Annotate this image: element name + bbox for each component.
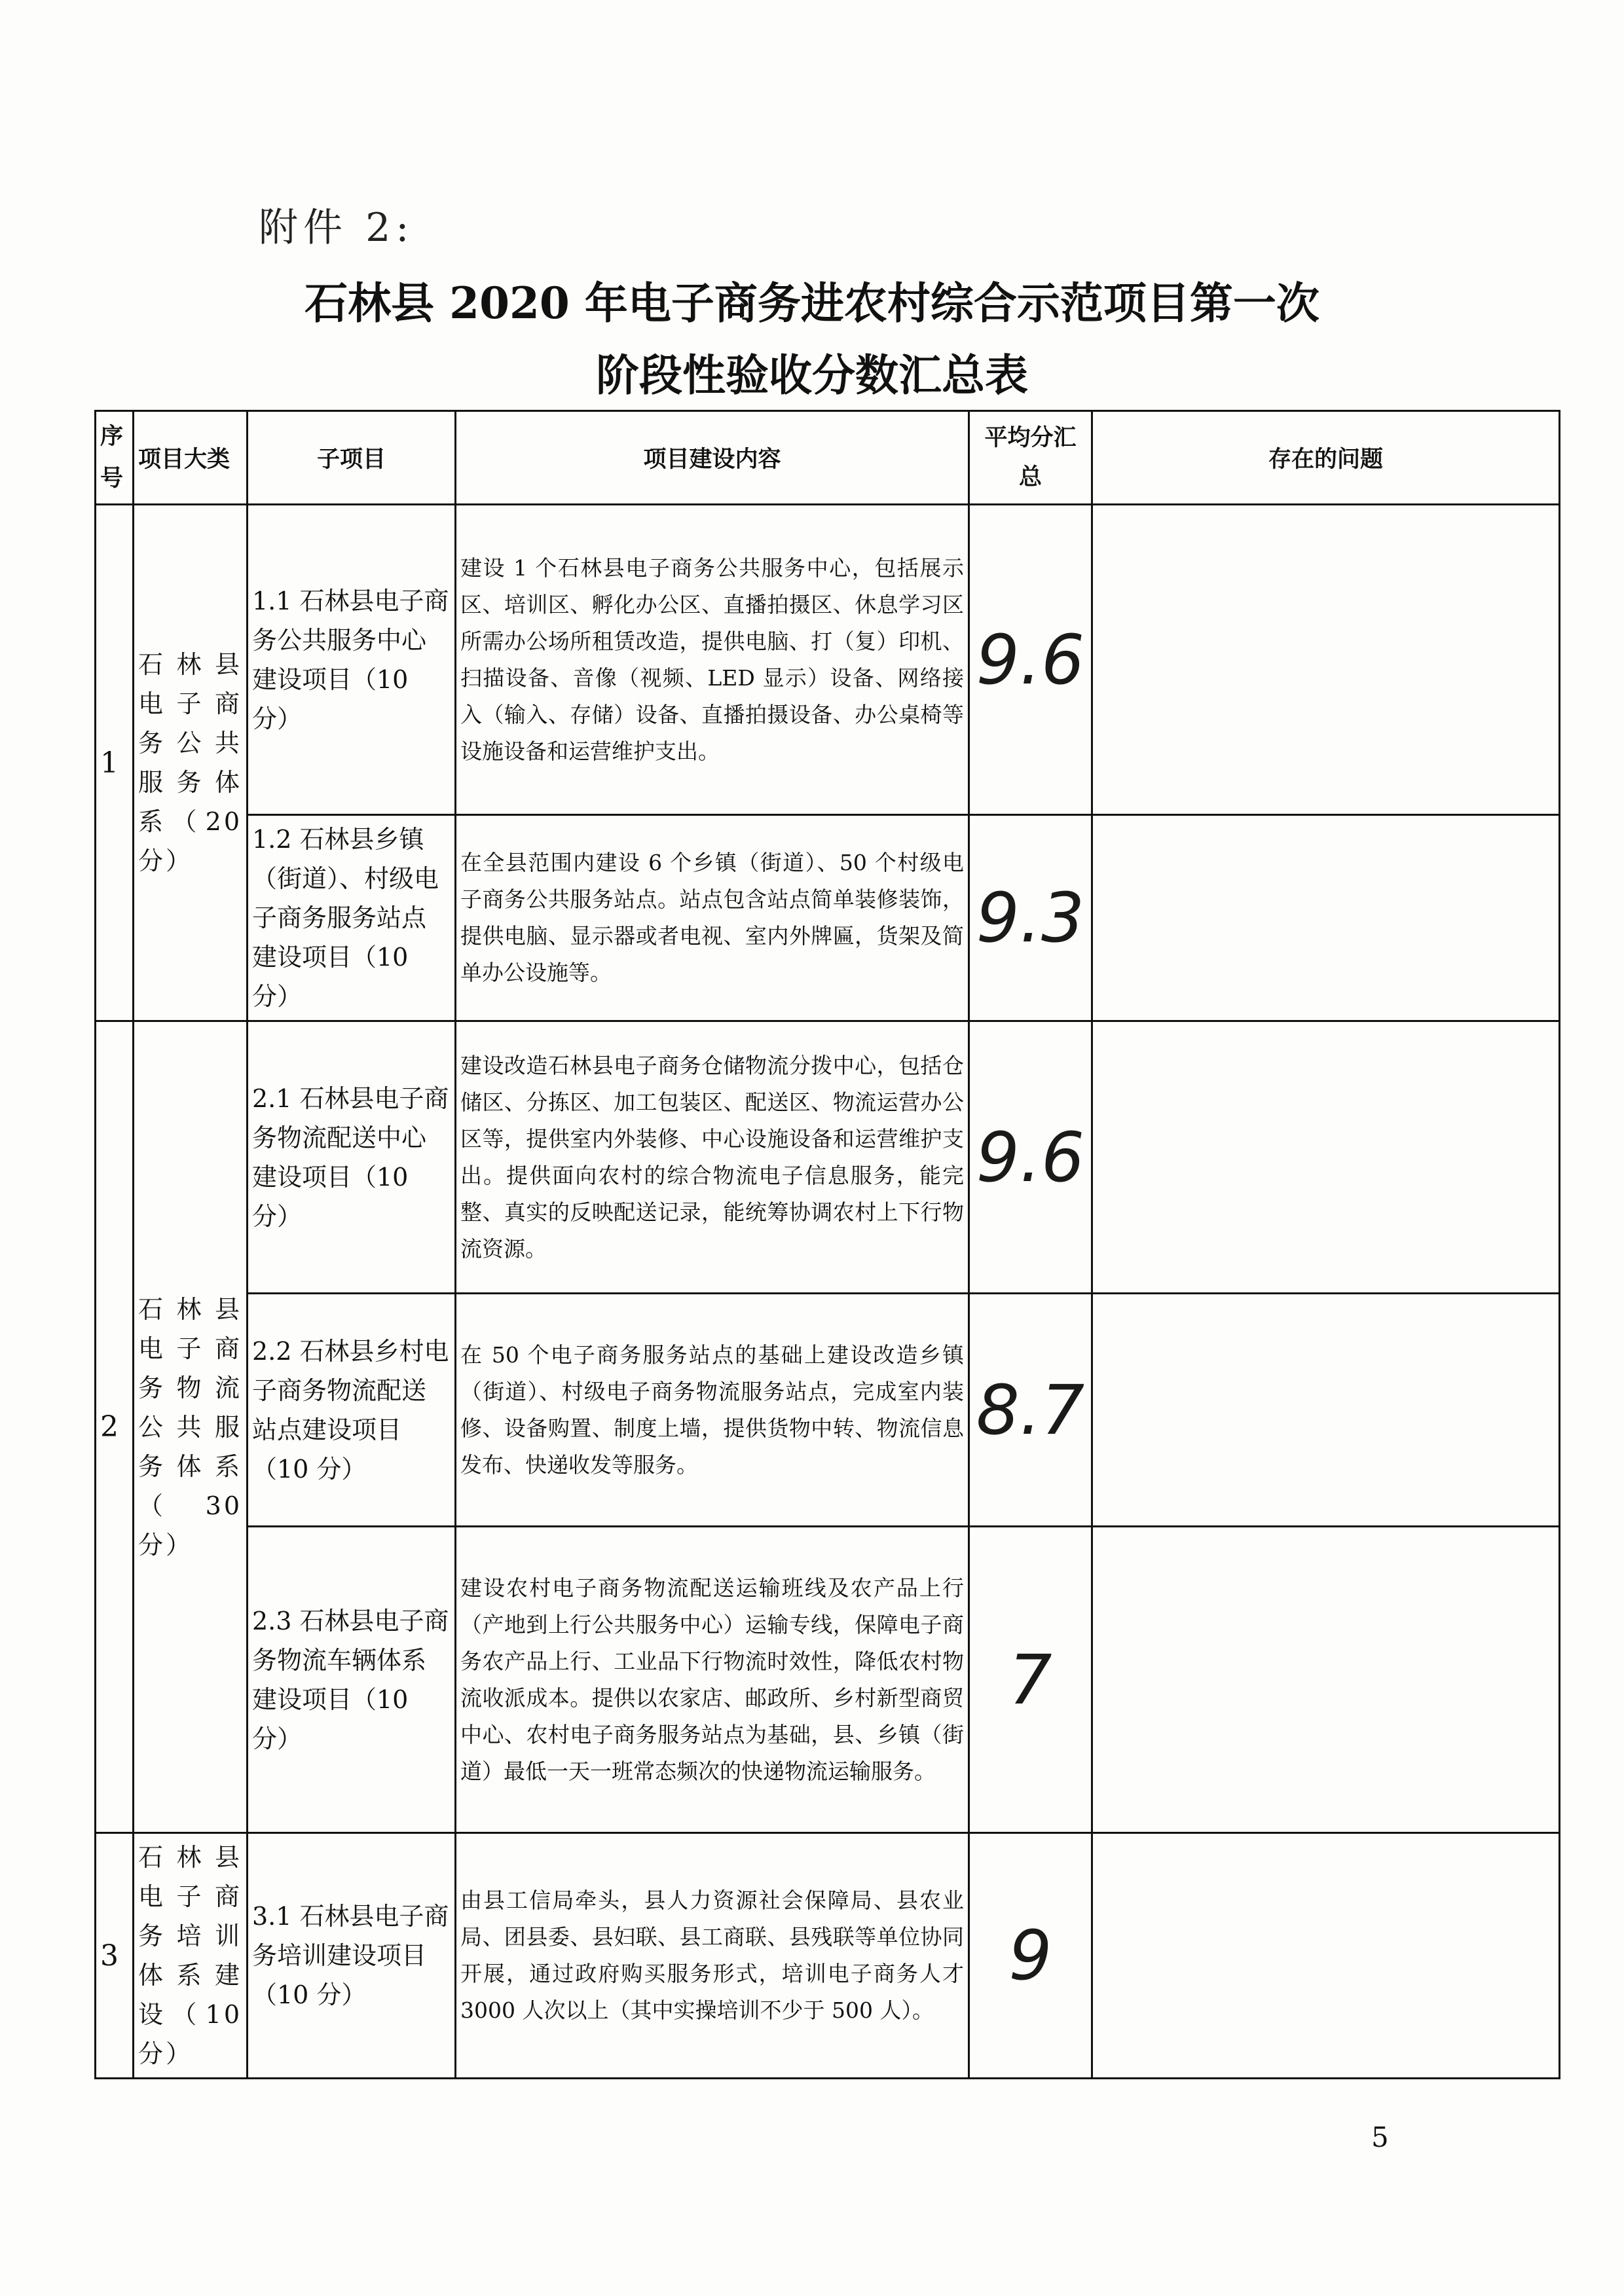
header-category: 项目大类 bbox=[134, 411, 248, 505]
seq-cell: 2 bbox=[96, 1021, 134, 1833]
issues-cell bbox=[1092, 1527, 1560, 1833]
seq-cell: 1 bbox=[96, 505, 134, 1021]
subitem-cell: 1.1 石林县电子商务公共服务中心建设项目（10 分） bbox=[248, 505, 456, 815]
score-cell: 7 bbox=[969, 1527, 1092, 1833]
header-seq: 序号 bbox=[96, 411, 134, 505]
issues-cell bbox=[1092, 1833, 1560, 2079]
table-row bbox=[96, 505, 1560, 815]
score-cell: 9.3 bbox=[969, 815, 1092, 1021]
subitem-cell: 2.3 石林县电子商务物流车辆体系建设项目（10 分） bbox=[248, 1527, 456, 1833]
seq-cell: 3 bbox=[96, 1833, 134, 2079]
score-summary-table bbox=[94, 410, 1560, 2079]
document-title-line2: 阶段性验收分数汇总表 bbox=[596, 350, 1028, 401]
score-cell: 9.6 bbox=[969, 505, 1092, 815]
issues-cell bbox=[1092, 815, 1560, 1021]
table-row bbox=[96, 1833, 1560, 2079]
attachment-label: 附件 2: bbox=[259, 205, 415, 251]
page-number: 5 bbox=[1371, 2121, 1389, 2153]
subitem-cell: 3.1 石林县电子商务培训建设项目（10 分） bbox=[248, 1833, 456, 2079]
issues-cell bbox=[1092, 505, 1560, 815]
content-cell: 在全县范围内建设 6 个乡镇（街道）、50 个村级电子商务公共服务站点。站点包含站点简单装修装饰，提供电脑、显示器或者电视、室内外牌匾，货架及简单办公设施等。 bbox=[456, 815, 969, 1021]
header-issues: 存在的问题 bbox=[1092, 411, 1560, 505]
subitem-cell: 2.2 石林县乡村电子商务物流配送站点建设项目（10 分） bbox=[248, 1294, 456, 1527]
header-content: 项目建设内容 bbox=[456, 411, 969, 505]
subitem-cell: 1.2 石林县乡镇（街道）、村级电子商务服务站点建设项目（10 分） bbox=[248, 815, 456, 1021]
category-cell: 石林县电子商务物流公共服务体系（30分） bbox=[134, 1021, 248, 1833]
issues-cell bbox=[1092, 1294, 1560, 1527]
score-cell: 9.6 bbox=[969, 1021, 1092, 1294]
table-row bbox=[96, 1021, 1560, 1294]
content-cell: 建设农村电子商务物流配送运输班线及农产品上行（产地到上行公共服务中心）运输专线，保障电子商务农产品上行、工业品下行物流时效性，降低农村物流收派成本。提供以农家店、邮政所、乡村新型商贸中心、农村电子商务服务站点为基础，县、乡镇（街道）最低一天一班常态频次的快递物流运输服务。 bbox=[456, 1527, 969, 1833]
content-cell: 由县工信局牵头，县人力资源社会保障局、县农业局、团县委、县妇联、县工商联、县残联等单位协同开展，通过政府购买服务形式，培训电子商务人才 3000 人次以上（其中实操培训不少于 500 人）。 bbox=[456, 1833, 969, 2079]
score-cell: 8.7 bbox=[969, 1294, 1092, 1527]
content-cell: 在 50 个电子商务服务站点的基础上建设改造乡镇（街道）、村级电子商务物流服务站点，完成室内装修、设备购置、制度上墙，提供货物中转、物流信息发布、快递收发等服务。 bbox=[456, 1294, 969, 1527]
score-cell: 9 bbox=[969, 1833, 1092, 2079]
issues-cell bbox=[1092, 1021, 1560, 1294]
table-header-row bbox=[96, 411, 1560, 505]
content-cell: 建设 1 个石林县电子商务公共服务中心，包括展示区、培训区、孵化办公区、直播拍摄区、休息学习区所需办公场所租赁改造，提供电脑、打（复）印机、扫描设备、音像（视频、LED 显示）设备、网络接入（输入、存储）设备、直播拍摄设备、办公桌椅等设施设备和运营维护支出。 bbox=[456, 505, 969, 815]
table-row bbox=[96, 815, 1560, 1021]
subitem-cell: 2.1 石林县电子商务物流配送中心建设项目（10 分） bbox=[248, 1021, 456, 1294]
content-cell: 建设改造石林县电子商务仓储物流分拨中心，包括仓储区、分拣区、加工包装区、配送区、物流运营办公区等，提供室内外装修、中心设施设备和运营维护支出。提供面向农村的综合物流电子信息服务，能完整、真实的反映配送记录，能统筹协调农村上下行物流资源。 bbox=[456, 1021, 969, 1294]
table-row bbox=[96, 1527, 1560, 1833]
table-row bbox=[96, 1294, 1560, 1527]
category-cell: 石林县电子商务培训体系建设（10分） bbox=[134, 1833, 248, 2079]
category-cell: 石林县电子商务公共服务体系（20分） bbox=[134, 505, 248, 1021]
header-score: 平均分汇总 bbox=[969, 411, 1092, 505]
header-subitem: 子项目 bbox=[248, 411, 456, 505]
document-title-line1: 石林县 2020 年电子商务进农村综合示范项目第一次 bbox=[304, 278, 1320, 329]
